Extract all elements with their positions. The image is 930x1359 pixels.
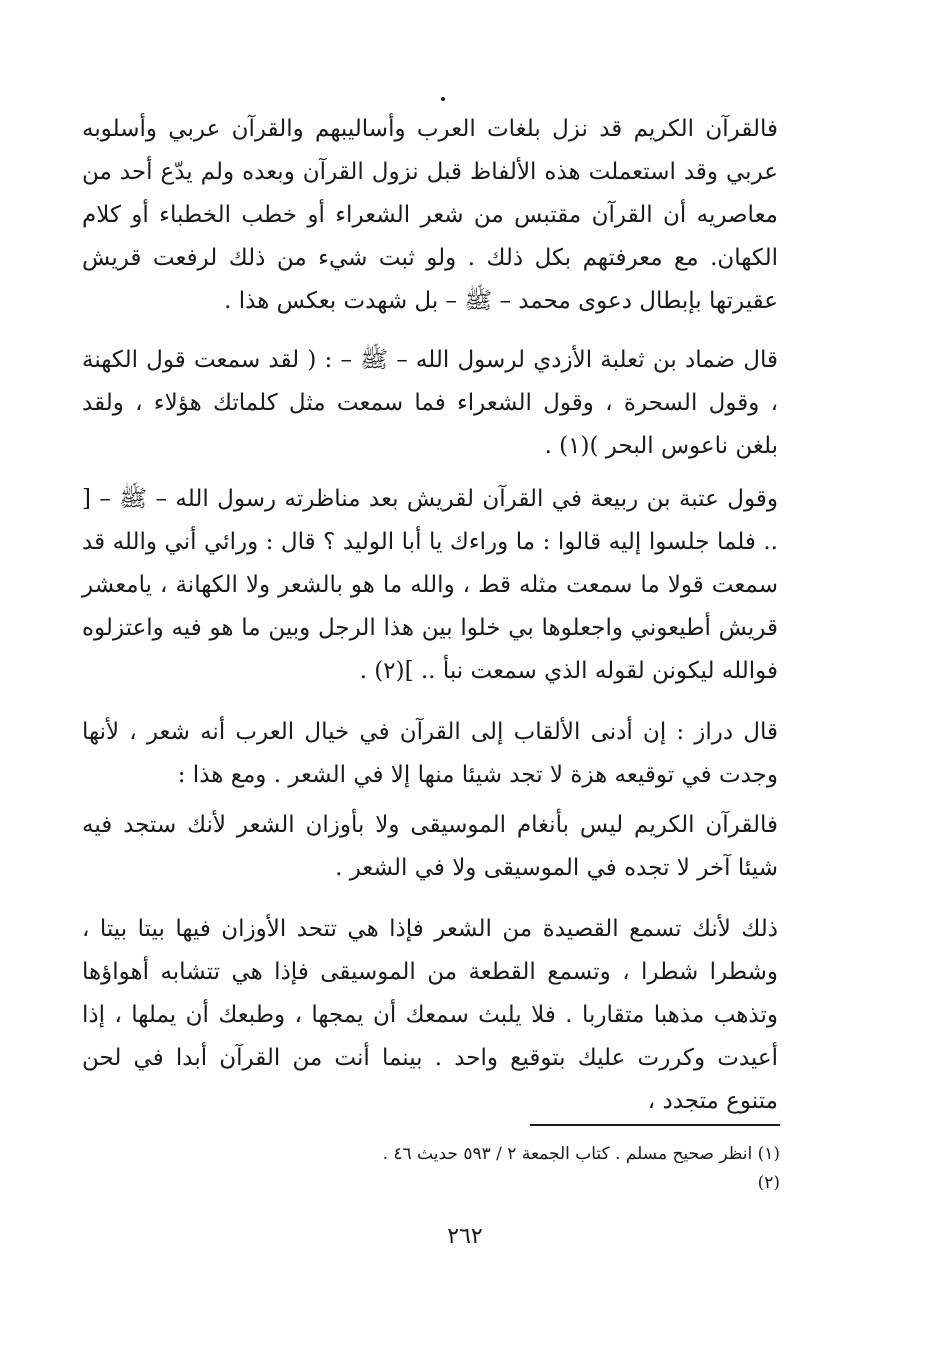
footnote-2: (٢): [757, 1173, 780, 1193]
page-number: ٢٦٢: [447, 1224, 483, 1249]
ink-dot: [441, 97, 445, 101]
paragraph-quran-language: فالقرآن الكريم قد نزل بلغات العرب وأساليبهم والقرآن عربي وأسلوبه عربي وقد استعملت هذه الألفاظ قبل نزول القرآن وبعده ولم يدّع أحد من معاصريه أن القرآن مقتبس من شعر الشعراء أو خطب الخطباء أو كلام الكهان. مع معرفتهم بكل ذلك . ولو ثبت شيء من ذلك لرفعت قريش عقيرتها بإبطال دعوى محمد – ﷺ – بل شهدت بعكس هذا .: [82, 116, 778, 314]
paragraph-utba-quote: وقول عتبة بن ربيعة في القرآن لقريش بعد مناظرته رسول الله – ﷺ – [ .. فلما جلسوا إليه قالوا : ما وراءك يا أبا الوليد ؟ قال : ورائي أني والله قد سمعت قولا ما سمعت مثله قط ، والله ما هو بالشعر ولا الكهانة ، يامعشر قريش أطيعوني واجعلوها بي خلوا بين هذا الرجل وبين ما هو فيه واعتزلوه فوالله ليكونن لقوله الذي سمعت نبأ .. ](٢) .: [82, 486, 778, 684]
paragraph-poetry-comparison: ذلك لأنك تسمع القصيدة من الشعر فإذا هي تتحد الأوزان فيها بيتا بيتا ، وشطرا شطرا ، وتسمع القطعة من الموسيقى فإذا هي تتشابه أهواؤها وتذهب مذهبا متقاربا . فلا يلبث سمعك أن يمجها ، وطبعك أن يملها ، إذا أعيدت وكررت عليك بتوقيع واحد . بينما أنت من القرآن أبدا في لحن متنوع متجدد ،: [82, 916, 778, 1114]
paragraph-dimad-quote: قال ضماد بن ثعلبة الأزدي لرسول الله – ﷺ – : ( لقد سمعت قول الكهنة ، وقول السحرة ، وقول الشعراء فما سمعت مثل كلماتك هؤلاء ، ولقد بلغن ناعوس البحر )(١) .: [82, 347, 778, 459]
footnote-1: (١) انظر صحيح مسلم . كتاب الجمعة ٢ / ٥٩٣ حديث ٤٦ .: [382, 1144, 780, 1164]
footnote-separator: [530, 1124, 780, 1126]
footnotes: [82, 1140, 780, 1198]
paragraph-daraz-quote: قال دراز : إن أدنى الألقاب إلى القرآن في خيال العرب أنه شعر ، لأنها وجدت في توقيعه هزة لا تجد شيئا منها إلا في الشعر . ومع هذا :: [82, 719, 778, 788]
paragraph-not-music: فالقرآن الكريم ليس بأنغام الموسيقى ولا بأوزان الشعر لأنك ستجد فيه شيئا آخر لا تجده في الموسيقى ولا في الشعر .: [82, 812, 778, 881]
